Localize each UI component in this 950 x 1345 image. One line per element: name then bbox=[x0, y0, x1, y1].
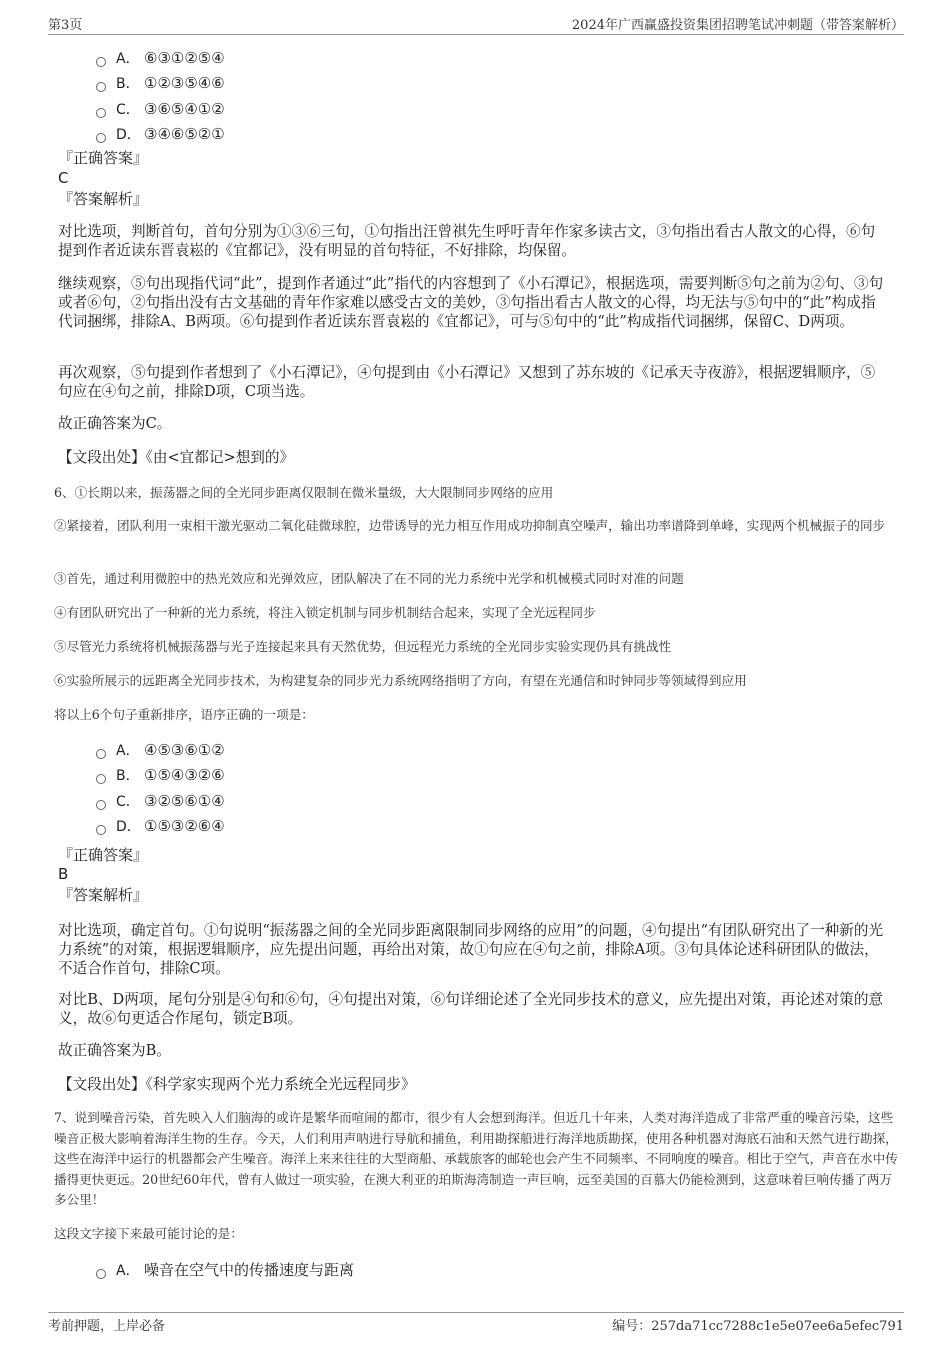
page-number: 第3页 bbox=[48, 18, 83, 33]
q6-sentence-3: ③首先，通过利用微腔中的热光效应和光弹效应，团队解决了在不同的光力系统中光学和机械模式同时对准的问题 bbox=[54, 571, 684, 586]
q6-sentence-6: ⑥实验所展示的远距离全光同步技术，为构建复杂的同步光力系统网络指明了方向，有望在光通信和时钟同步等领域得到应用 bbox=[54, 673, 747, 688]
footer-code: 编号：257da71cc7288c1e5e07ee6a5efec791 bbox=[612, 1319, 904, 1334]
q5-analysis-label: 『答案解析』 bbox=[58, 190, 149, 208]
q6-sentence-2: ②紧接着，团队利用一束相干激光驱动二氧化硅微球腔，边带诱导的光力相互作用成功抑制真空噪声，输出功率谱降到单峰，实现两个机械振子的同步 bbox=[54, 518, 886, 533]
radio-icon[interactable] bbox=[96, 57, 106, 67]
q6-correct-label: 『正确答案』 bbox=[58, 846, 149, 864]
q5-option-a[interactable]: A． ⑥③①②⑤④ bbox=[96, 48, 225, 68]
radio-icon[interactable] bbox=[96, 800, 106, 810]
q6-sentence-1: 6、①长期以来，振荡器之间的全光同步距离仅限制在微米量级，大大限制同步网络的应用 bbox=[54, 485, 554, 500]
radio-icon[interactable] bbox=[96, 82, 106, 92]
q6-correct-answer: B bbox=[58, 865, 69, 883]
q7-prompt: 这段文字接下来最可能讨论的是： bbox=[54, 1226, 243, 1241]
q6-option-d[interactable]: D． ①⑤③②⑥④ bbox=[96, 816, 225, 836]
page-header bbox=[48, 14, 904, 35]
radio-icon[interactable] bbox=[96, 133, 106, 143]
q5-analysis-paragraph-4: 故正确答案为C。 bbox=[58, 415, 172, 432]
q5-option-b[interactable]: B． ①②③⑤④⑥ bbox=[96, 73, 225, 93]
q6-prompt: 将以上6个句子重新排序，语序正确的一项是： bbox=[54, 707, 314, 722]
q6-analysis-label: 『答案解析』 bbox=[58, 886, 149, 904]
q5-analysis-paragraph-3: 再次观察，⑤句提到作者想到了《小石潭记》，④句提到由《小石潭记》又想到了苏东坡的《记承天寺夜游》，根据逻辑顺序，⑤句应在④句之前，排除D项，C项当选。 bbox=[58, 364, 876, 400]
q6-option-a[interactable]: A． ④⑤③⑥①② bbox=[96, 740, 225, 760]
q6-analysis-paragraph-1: 对比选项，确定首句。①句说明“振荡器之间的全光同步距离限制同步网络的应用”的问题，④句提出“有团队研究出了一种新的光力系统”的对策，根据逻辑顺序，应先提出问题，再给出对策，故①句应在④句之前，排除A项。③句具体论述科研团队的做法，不适合作首句，排除C项。 bbox=[58, 922, 884, 977]
q6-analysis-paragraph-2: 对比B、D两项，尾句分别是④句和⑥句，④句提出对策，⑥句详细论述了全光同步技术的意义，应先提出对策，再论述对策的意义，故⑥句更适合作尾句，锁定B项。 bbox=[58, 991, 884, 1027]
q6-source: 【文段出处】《科学家实现两个光力系统全光远程同步》 bbox=[58, 1076, 416, 1093]
radio-icon[interactable] bbox=[96, 1269, 106, 1279]
q5-analysis-paragraph-1: 对比选项，判断首句，首句分别为①③⑥三句，①句指出汪曾祺先生呼吁青年作家多读古文，③句指出看古人散文的心得，⑥句提到作者近读东晋袁崧的《宜都记》，没有明显的首句特征，不好排除，均保留。 bbox=[58, 223, 876, 259]
q5-source: 【文段出处】《由<宜都记>想到的》 bbox=[58, 449, 295, 466]
radio-icon[interactable] bbox=[96, 749, 106, 759]
footer-slogan: 考前押题，上岸必备 bbox=[48, 1319, 166, 1334]
radio-icon[interactable] bbox=[96, 108, 106, 118]
q7-stem: 7、说到噪音污染，首先映入人们脑海的或许是繁华而喧闹的都市，很少有人会想到海洋。但近几十年来，人类对海洋造成了非常严重的噪音污染，这些噪音正极大影响着海洋生物的生存。今天，人们利用声呐进行导航和捕鱼，利用勘探船进行海洋地质勘探，使用各种机器对海底石油和天然气进行勘探，这些在海洋中运行的机器都会产生噪音。海洋上来来往往的大型商船、承载旅客的邮轮也会产生不同频率、不同响度的噪音。相比于空气，声音在水中传播得更快更远。20世纪60年代，曾有人做过一项实验，在澳大利亚的珀斯海湾制造一声巨响，远至美国的百慕大仍能检测到，这意味着巨响传播了两万多公里！ bbox=[54, 1110, 898, 1207]
q7-option-a[interactable]: A． 噪音在空气中的传播速度与距离 bbox=[96, 1260, 354, 1280]
q5-analysis-paragraph-2: 继续观察，⑤句出现指代词“此”，提到作者通过“此”指代的内容想到了《小石潭记》，根据选项，需要判断⑤句之前为②句、③句或者⑥句，②句指出没有古文基础的青年作家难以感受古文的美妙，③句指出看古人散文的心得，均无法与⑤句中的“此”构成指代词捆绑，排除A、B两项。⑥句提到作者近读东晋袁崧的《宜都记》，可与⑤句中的“此”构成指代词捆绑，保留C、D两项。 bbox=[58, 275, 884, 330]
q6-option-b[interactable]: B． ①⑤④③②⑥ bbox=[96, 765, 225, 785]
radio-icon[interactable] bbox=[96, 774, 106, 784]
document-title: 2024年广西赢盛投资集团招聘笔试冲刺题（带答案解析） bbox=[571, 18, 904, 33]
q6-sentence-5: ⑤尽管光力系统将机械振荡器与光子连接起来具有天然优势，但远程光力系统的全光同步实验实现仍具有挑战性 bbox=[54, 639, 672, 654]
q5-correct-answer: C bbox=[58, 169, 69, 187]
q5-option-d[interactable]: D． ③④⑥⑤②① bbox=[96, 124, 225, 144]
q6-sentence-4: ④有团队研究出了一种新的光力系统，将注入锁定机制与同步机制结合起来，实现了全光远程同步 bbox=[54, 605, 596, 620]
radio-icon[interactable] bbox=[96, 825, 106, 835]
q5-option-c[interactable]: C． ③⑥⑤④①② bbox=[96, 99, 225, 119]
q6-analysis-paragraph-3: 故正确答案为B。 bbox=[58, 1042, 171, 1059]
q6-option-c[interactable]: C． ③②⑤⑥①④ bbox=[96, 791, 225, 811]
q5-correct-label: 『正确答案』 bbox=[58, 149, 149, 167]
page-footer bbox=[48, 1312, 904, 1334]
